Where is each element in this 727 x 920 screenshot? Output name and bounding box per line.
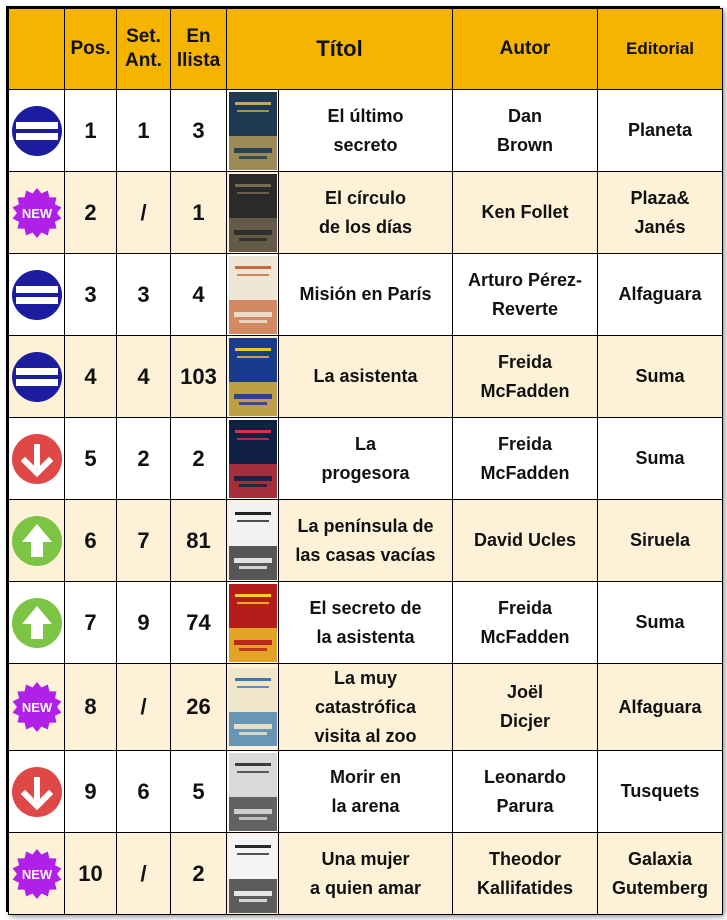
author-cell: [453, 418, 598, 500]
equal-icon: [11, 351, 63, 403]
prev-cell: 2: [117, 418, 171, 500]
title-cell-line2: de los días: [318, 216, 413, 237]
prev-cell: 7: [117, 500, 171, 582]
title-cell-line2: la arena: [331, 795, 400, 816]
book-cover-art: [229, 502, 277, 580]
header-author-label: Autor: [499, 38, 551, 60]
down-arrow-icon: [11, 433, 63, 485]
title-cell: [279, 254, 453, 336]
publisher-cell-line1: Siruela: [629, 530, 691, 551]
header-title-label: Títol: [316, 36, 363, 62]
publisher-cell: [598, 833, 723, 915]
book-cover-art: [229, 174, 277, 252]
header-row: [9, 9, 723, 90]
weeks-cell: 26: [171, 664, 227, 751]
status-cell: [9, 254, 65, 336]
cover-cell: [227, 418, 279, 500]
publisher-cell-line1: Galaxia: [627, 849, 693, 870]
header-status: [9, 9, 65, 90]
title-cell: [279, 582, 453, 664]
publisher-cell: [598, 582, 723, 664]
header-author: [453, 9, 598, 90]
table-row: [9, 254, 723, 336]
new-badge-label: NEW: [21, 205, 52, 221]
book-cover-art: [229, 256, 277, 334]
prev-cell: 9: [117, 582, 171, 664]
title-cell-line1: El último: [327, 105, 404, 126]
table-row: [9, 500, 723, 582]
book-cover-image: [229, 92, 277, 170]
title-cell-line1: El círculo: [324, 187, 407, 208]
table-row: [9, 833, 723, 915]
publisher-cell: [598, 500, 723, 582]
weeks-cell: 2: [171, 418, 227, 500]
prev-cell: 4: [117, 336, 171, 418]
table-row: [9, 90, 723, 172]
author-cell: [453, 336, 598, 418]
author-cell-line2: McFadden: [480, 462, 570, 483]
author-cell-line1: Freida: [497, 351, 553, 372]
title-cell-line1: Una mujer: [321, 849, 410, 870]
header-weeks: [171, 9, 227, 90]
title-cell: [279, 172, 453, 254]
title-cell-line1: Morir en: [329, 767, 401, 788]
book-cover-art: [229, 835, 277, 913]
prev-cell: 3: [117, 254, 171, 336]
title-cell: [279, 500, 453, 582]
title-cell-line1: El secreto de: [309, 597, 422, 618]
publisher-cell-line2: Gutemberg: [611, 877, 708, 898]
weeks-cell: 1: [171, 172, 227, 254]
up-arrow-icon: [11, 515, 63, 567]
cover-cell: [227, 254, 279, 336]
title-cell-line2: secreto: [333, 134, 398, 155]
publisher-cell: [598, 418, 723, 500]
publisher-cell-line1: Suma: [635, 366, 685, 387]
author-cell-line1: Freida: [497, 433, 553, 454]
weeks-cell: 5: [171, 751, 227, 833]
new-badge-label: NEW: [21, 866, 52, 882]
status-cell: [9, 664, 65, 751]
cover-cell: [227, 751, 279, 833]
new-badge-icon: [11, 848, 63, 900]
author-cell: [453, 751, 598, 833]
title-cell-line2: visita al zoo: [314, 725, 417, 746]
new-badge-label: NEW: [21, 700, 52, 716]
pos-cell: 4: [65, 336, 117, 418]
pos-cell: 6: [65, 500, 117, 582]
book-cover-image: [229, 668, 277, 746]
book-cover-art: [229, 584, 277, 662]
table-row: [9, 664, 723, 751]
table-row: [9, 751, 723, 833]
publisher-cell-line2: Janés: [634, 216, 686, 237]
book-cover-image: [229, 502, 277, 580]
title-cell: [279, 833, 453, 915]
header-title: [227, 9, 453, 90]
new-badge-icon: [11, 681, 63, 733]
title-cell-line1: La península de: [297, 515, 434, 536]
book-cover-image: [229, 338, 277, 416]
pos-cell: 7: [65, 582, 117, 664]
author-cell-line1: Arturo Pérez-: [467, 269, 583, 290]
book-cover-image: [229, 584, 277, 662]
title-cell: [279, 751, 453, 833]
author-cell: [453, 664, 598, 751]
pos-cell: 5: [65, 418, 117, 500]
prev-cell: /: [117, 833, 171, 915]
publisher-cell-line1: Alfaguara: [618, 284, 702, 305]
cover-cell: [227, 90, 279, 172]
title-cell: [279, 90, 453, 172]
pos-cell: 8: [65, 664, 117, 751]
book-cover-image: [229, 835, 277, 913]
author-cell-line1: David Ucles: [473, 530, 577, 551]
status-cell: [9, 90, 65, 172]
title-cell: [279, 418, 453, 500]
author-cell-line1: Dan: [507, 105, 542, 126]
author-cell-line2: Dicjer: [499, 711, 551, 732]
header-prev-line2: Ant.: [125, 50, 162, 71]
title-cell-line2: progesora: [321, 462, 410, 483]
prev-cell: /: [117, 664, 171, 751]
weeks-cell: 81: [171, 500, 227, 582]
prev-cell: 6: [117, 751, 171, 833]
status-cell: [9, 833, 65, 915]
prev-cell: 1: [117, 90, 171, 172]
author-cell: [453, 582, 598, 664]
publisher-cell-line1: Suma: [635, 612, 685, 633]
author-cell-line2: Kallifatides: [476, 877, 574, 898]
book-cover-art: [229, 753, 277, 831]
header-weeks-line2: llista: [176, 50, 221, 71]
book-cover-image: [229, 420, 277, 498]
book-cover-art: [229, 92, 277, 170]
bestseller-table-frame: [6, 6, 720, 912]
header-prev-line1: Set.: [126, 26, 161, 48]
weeks-cell: 3: [171, 90, 227, 172]
header-weeks-line1: En: [186, 26, 211, 48]
title-cell-line1: La: [354, 433, 376, 454]
publisher-cell-line1: Plaza&: [630, 187, 690, 208]
title-cell: [279, 336, 453, 418]
pos-cell: 9: [65, 751, 117, 833]
cover-cell: [227, 833, 279, 915]
publisher-cell: [598, 336, 723, 418]
cover-cell: [227, 664, 279, 751]
author-cell-line1: Joël: [506, 682, 544, 703]
author-cell: [453, 254, 598, 336]
equal-icon: [11, 269, 63, 321]
weeks-cell: 74: [171, 582, 227, 664]
author-cell-line2: Parura: [496, 795, 554, 816]
author-cell-line2: Brown: [497, 134, 553, 155]
bestseller-table: [8, 8, 723, 915]
pos-cell: 3: [65, 254, 117, 336]
title-cell-line2: a quien amar: [309, 877, 422, 898]
cover-cell: [227, 172, 279, 254]
book-cover-image: [229, 174, 277, 252]
book-cover-image: [229, 256, 277, 334]
header-prev-week: [117, 9, 171, 90]
author-cell-line1: Ken Follet: [481, 202, 569, 223]
table-row: [9, 172, 723, 254]
author-cell: [453, 500, 598, 582]
table-row: [9, 336, 723, 418]
weeks-cell: 4: [171, 254, 227, 336]
author-cell-line1: Theodor: [489, 849, 561, 870]
publisher-cell: [598, 90, 723, 172]
title-cell-line2: la asistenta: [316, 626, 415, 647]
publisher-cell: [598, 172, 723, 254]
pos-cell: 2: [65, 172, 117, 254]
table-row: [9, 418, 723, 500]
weeks-cell: 103: [171, 336, 227, 418]
publisher-cell: [598, 664, 723, 751]
new-badge-icon: [11, 187, 63, 239]
cover-cell: [227, 336, 279, 418]
status-cell: [9, 336, 65, 418]
table-row: [9, 582, 723, 664]
equal-icon: [11, 105, 63, 157]
publisher-cell-line1: Tusquets: [620, 781, 700, 802]
author-cell: [453, 90, 598, 172]
up-arrow-icon: [11, 597, 63, 649]
title-cell-line1: Misión en París: [299, 284, 432, 305]
header-publisher: [598, 9, 723, 90]
cover-cell: [227, 500, 279, 582]
status-cell: [9, 418, 65, 500]
title-cell-line1: La muy catastrófica: [314, 668, 417, 717]
title-cell-line1: La asistenta: [313, 366, 418, 387]
header-pos: [65, 9, 117, 90]
header-publisher-label: Editorial: [625, 39, 694, 59]
publisher-cell: [598, 254, 723, 336]
author-cell-line2: McFadden: [480, 380, 570, 401]
publisher-cell-line1: Suma: [635, 448, 685, 469]
status-cell: [9, 172, 65, 254]
book-cover-art: [229, 420, 277, 498]
publisher-cell-line1: Alfaguara: [618, 696, 702, 717]
author-cell: [453, 833, 598, 915]
title-cell-line2: las casas vacías: [295, 544, 436, 565]
book-cover-art: [229, 668, 277, 746]
pos-cell: 1: [65, 90, 117, 172]
book-cover-image: [229, 753, 277, 831]
publisher-cell: [598, 751, 723, 833]
title-cell: [279, 664, 453, 751]
author-cell-line1: Leonardo: [483, 767, 566, 788]
pos-cell: 10: [65, 833, 117, 915]
status-cell: [9, 751, 65, 833]
cover-cell: [227, 582, 279, 664]
prev-cell: /: [117, 172, 171, 254]
status-cell: [9, 500, 65, 582]
status-cell: [9, 582, 65, 664]
author-cell-line2: McFadden: [480, 626, 570, 647]
book-cover-art: [229, 338, 277, 416]
weeks-cell: 2: [171, 833, 227, 915]
down-arrow-icon: [11, 766, 63, 818]
publisher-cell-line1: Planeta: [627, 120, 693, 141]
header-pos-label: Pos.: [70, 38, 111, 60]
author-cell-line1: Freida: [497, 597, 553, 618]
author-cell-line2: Reverte: [491, 298, 559, 319]
author-cell: [453, 172, 598, 254]
